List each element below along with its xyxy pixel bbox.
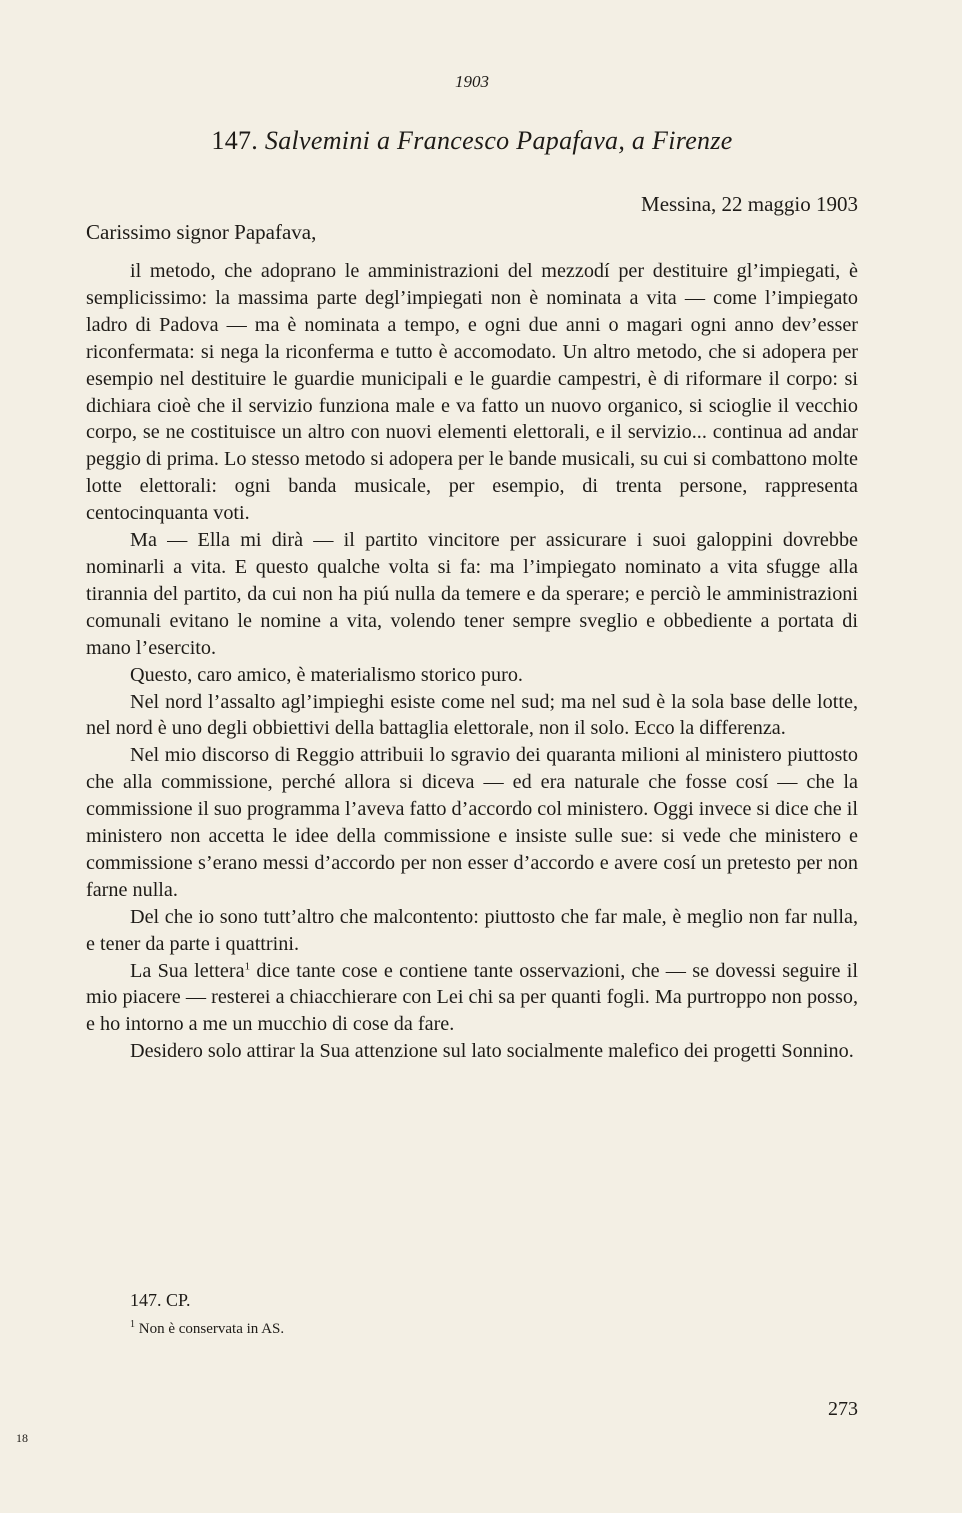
page-number: 273: [828, 1398, 858, 1420]
note-source: 147. CP.: [130, 1290, 191, 1310]
body-paragraph: Questo, caro amico, è materialismo storico puro.: [130, 663, 523, 686]
lettera-text-after: dice tante cose e contiene tante osservazioni, che — se dovessi seguire il mio piacere — resterei a chiacchierare con Lei chi sa per quanti fogli. Ma purtroppo non posso, e ho intorno a me un mucchio di cose da fare.: [86, 959, 858, 1036]
letter-number: 147.: [211, 126, 259, 155]
body-paragraph: Ma — Ella mi dirà — il partito vincitore per assicurare i suoi galoppini dovrebbe nominarli a vita. E questo qualche volta si fa: ma l’impiegato nominato a vita sfugge alla tirannia del partito, da cui non ha piú nulla da temere e da sperare; e perciò le amministrazioni comunali evitano le nomine a vita, volendo tener sempre sveglio e obbediente a portata di mano l’esercito.: [86, 529, 858, 659]
footnote-reference: 1: [244, 959, 251, 972]
body-paragraph: Nel mio discorso di Reggio attribuii lo sgravio dei quaranta milioni al ministero piuttosto che alla commissione, perché allora si diceva — ed era naturale che fosse cosí — che la commissione il suo programma l’aveva fatto d’accordo col ministero. Oggi invece si dice che il ministero non accetta le idee della commissione e insiste sulle sue: si vede che ministero e commissione s’erano messi d’accordo per non esser d’accordo e avere cosí un pretesto per non farne nulla.: [86, 744, 858, 901]
body-paragraph: Nel nord l’assalto agl’impieghi esiste come nel sud; ma nel sud è la sola base delle lotte, nel nord è uno degli obbiettivi della battaglia elettorale, non il solo. Ecco la differenza.: [86, 690, 858, 740]
running-head: 1903: [455, 72, 489, 91]
body-paragraph-last: Desidero solo attirar la Sua attenzione sul lato socialmente malefico dei progetti Sonnino.: [130, 1040, 854, 1063]
salutation: Carissimo signor Papafava,: [86, 220, 317, 244]
footnote: [130, 1319, 284, 1338]
body-paragraph: il metodo, che adoprano le amministrazioni del mezzodí per destituire gl’impiegati, è semplicissimo: la massima parte degl’impiegati non è nominata a vita — come l’impiegato ladro di Padova — ma è nominata a tempo, e ogni due anni o magari ogni anno dev’esser riconfermata: si nega la riconferma e tutto è accomodato. Un altro metodo, che si adopera per esempio nel destituire le guardie municipali e le guardie campestri, è di riformare il corpo: si dichiara cioè che il servizio funziona male e va fatto un nuovo organico, si scioglie il vecchio corpo, se ne costituisce un altro con nuovi elementi elettorali, e il servizio... continua ad andar peggio di prima. Lo stesso metodo si adopera per le bande musicali, su cui si combattono molte lotte elettorali: ogni banda musicale, per esempio, di trenta persone, rappresenta centocinquanta voti.: [86, 260, 858, 525]
footnote-text: Non è conservata in AS.: [138, 1321, 285, 1337]
notes-section: [130, 1290, 284, 1338]
dateline: Messina, 22 maggio 1903: [641, 192, 858, 216]
signature-mark: 18: [16, 1431, 28, 1445]
footnote-marker: 1: [130, 1319, 135, 1330]
body-paragraph-lettera: [86, 958, 858, 1039]
letter-body: [86, 258, 858, 1065]
letter-title-text: Salvemini a Francesco Papafava, a Firenze: [264, 126, 733, 155]
document-page: [86, 0, 858, 1513]
letter-title: [86, 126, 858, 156]
body-paragraph: Del che io sono tutt’altro che malcontento: piuttosto che far male, è meglio non far nulla, e tener da parte i quattrini.: [86, 905, 858, 955]
lettera-text-before: La Sua lettera: [130, 959, 245, 982]
